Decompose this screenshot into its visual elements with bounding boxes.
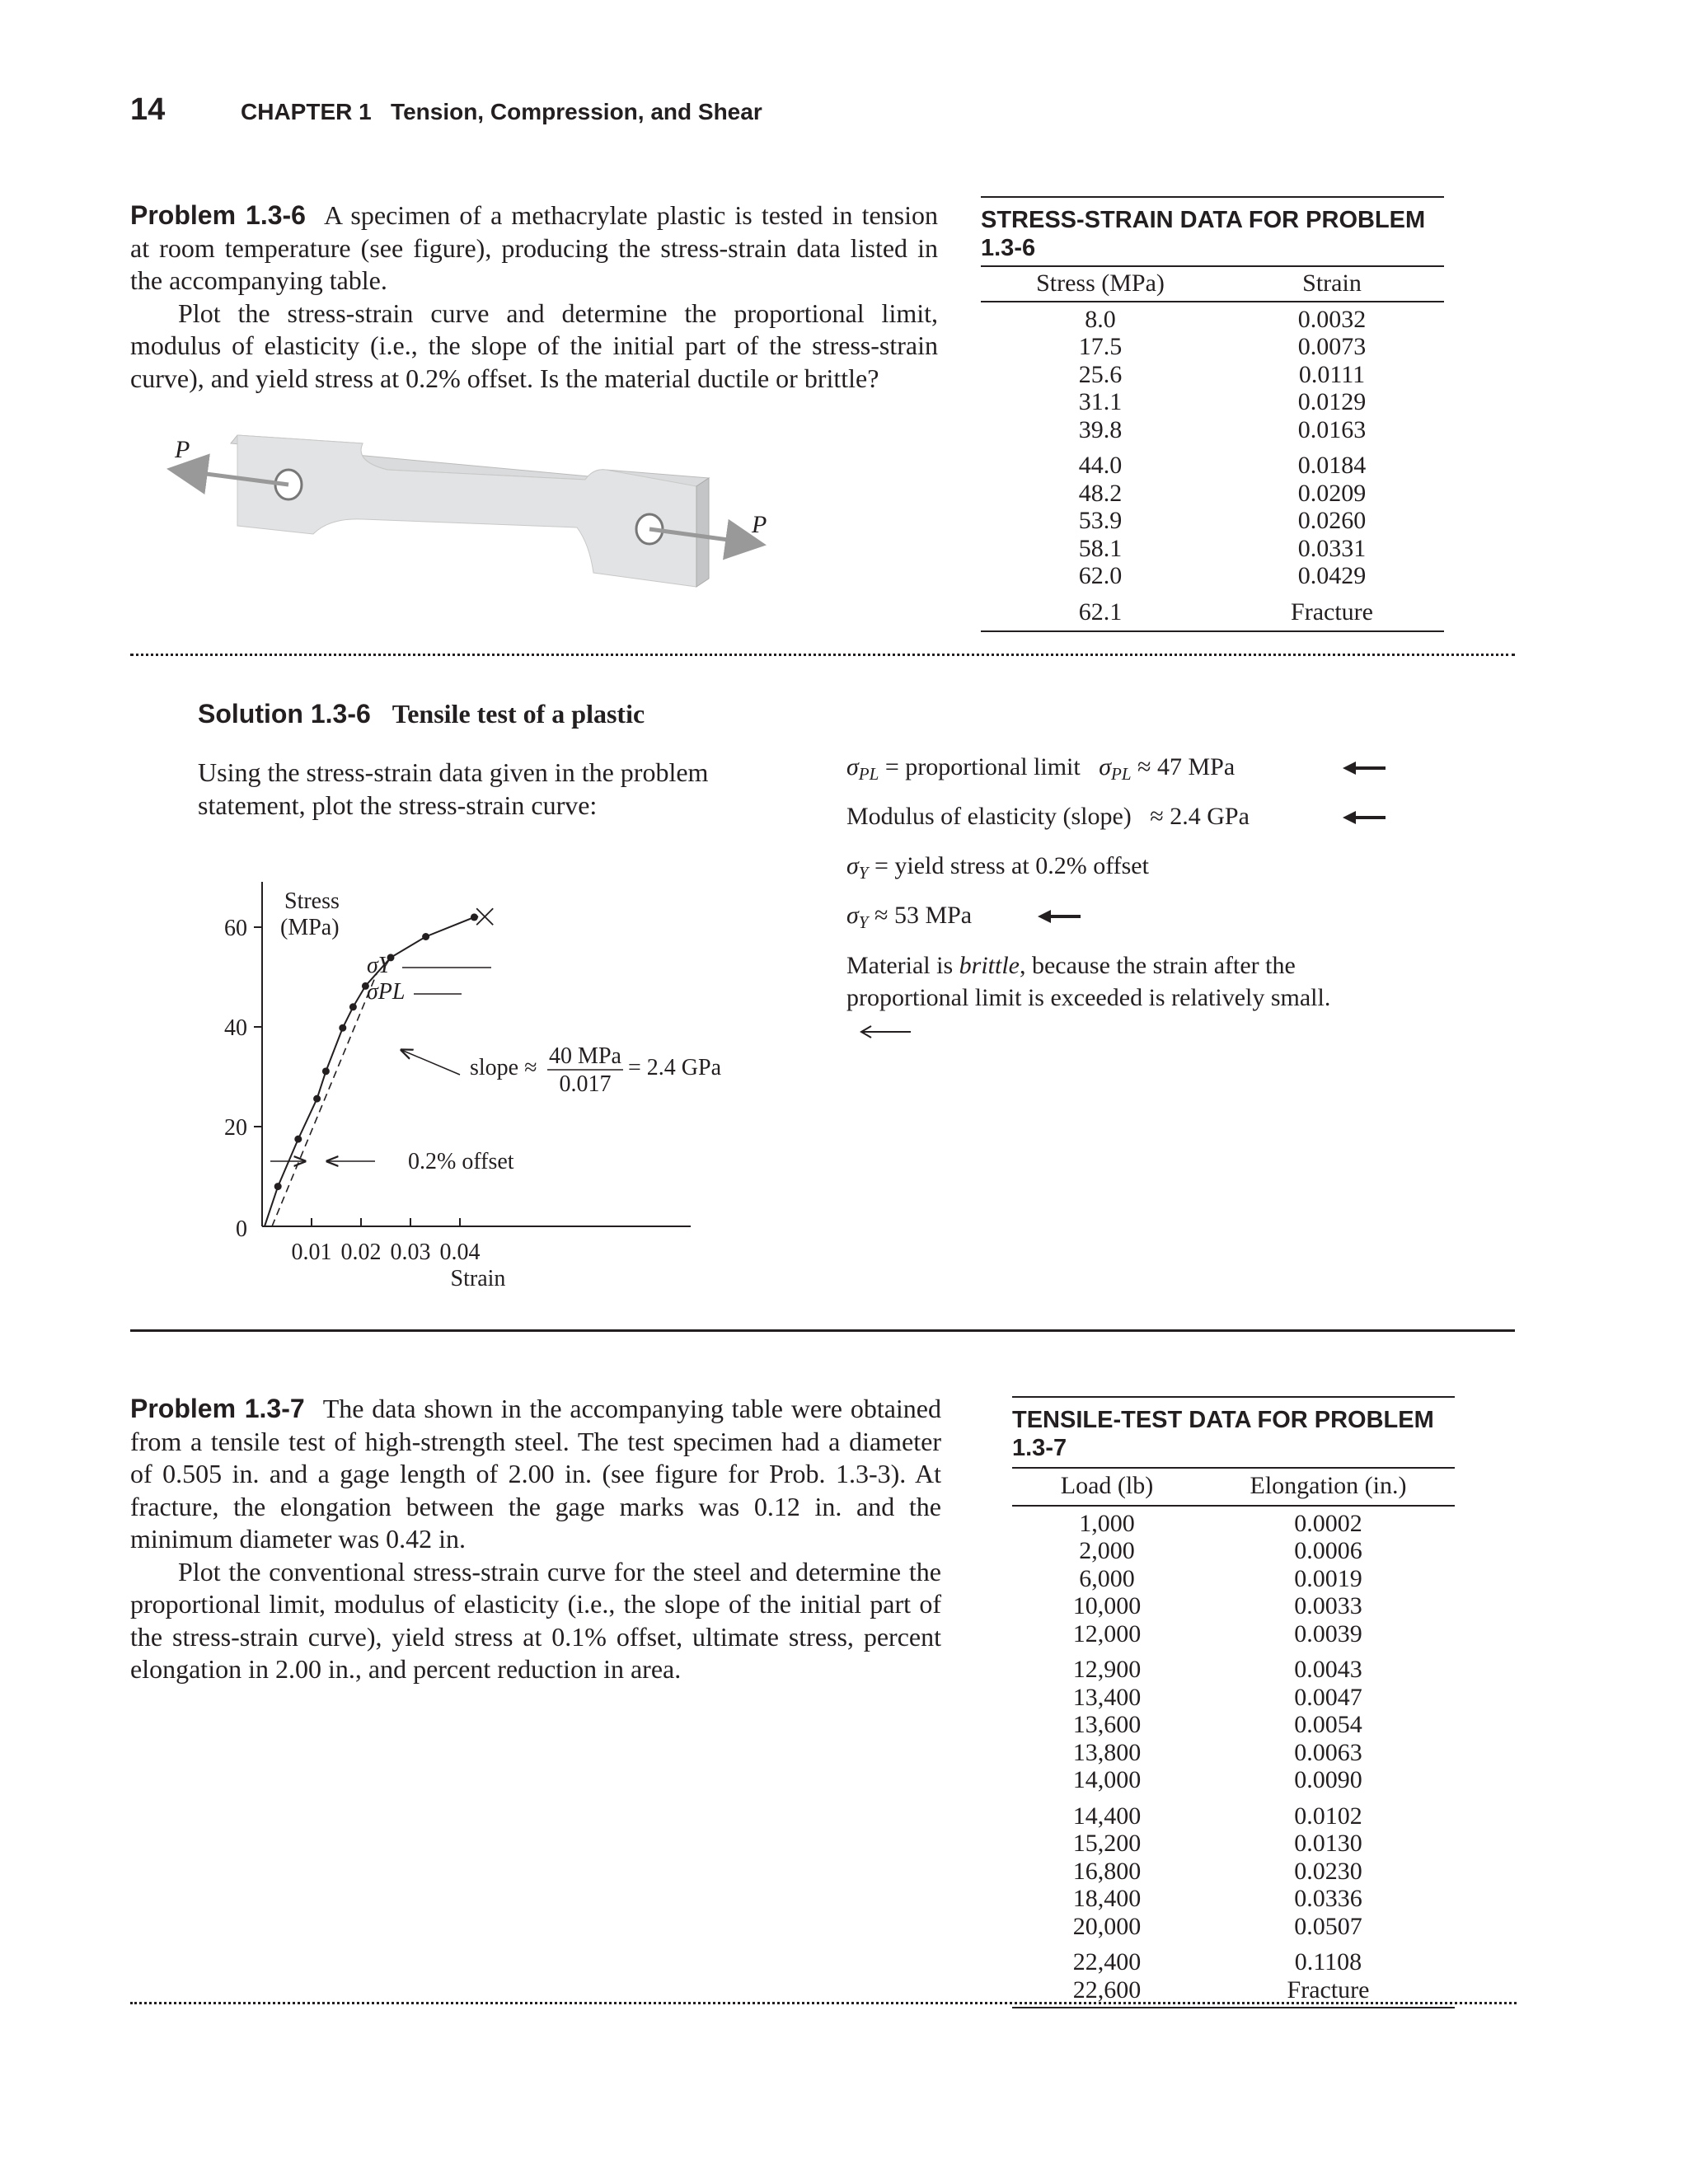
strain-column <box>1220 306 1444 626</box>
modulus-line <box>846 801 1473 851</box>
cell: 0.0039 <box>1294 1619 1362 1647</box>
cell: 17.5 <box>1078 333 1123 360</box>
proportional-limit-line: $\sigma_{PL}$ = proportional limit $\sigma_{PL} \approx 47$ MPa <box>846 752 1473 801</box>
cell: 14,400 <box>1072 1802 1142 1830</box>
cell: 13,600 <box>1072 1711 1142 1738</box>
cell: 58.1 <box>1078 534 1123 562</box>
cell: 0.0129 <box>1297 388 1367 415</box>
cell: Fracture <box>1287 1975 1370 2004</box>
cell: 62.0 <box>1078 562 1123 589</box>
solution-heading <box>198 699 645 729</box>
table-1-3-6 <box>981 196 1444 632</box>
yield-definition-line: $\sigma_Y$ = yield stress at 0.2% offset <box>846 852 1149 883</box>
cell: 12,900 <box>1072 1656 1142 1683</box>
cell: 0.0429 <box>1297 562 1367 589</box>
cell: 0.0507 <box>1294 1912 1362 1940</box>
slope-text: slope ≈ <box>470 1055 537 1080</box>
cell: 12,000 <box>1072 1619 1142 1647</box>
slope-denominator: 0.017 <box>559 1071 612 1097</box>
slope-leader <box>401 1050 460 1075</box>
problem-para-2: Plot the conventional stress-strain curve for the steel and determine the proportional limit, modulus of elasticity (i.e., the slope of the initial part of the stress-strain curve), yield stress at 0.1% offset, ultimate stress, percent elongation in 2.00 in., and percent reduction in area. <box>130 1556 941 1684</box>
cell: 0.1108 <box>1294 1948 1362 1975</box>
cell: 0.0111 <box>1298 360 1366 388</box>
cell: Fracture <box>1291 598 1373 626</box>
cell: 0.0184 <box>1297 452 1367 479</box>
brittle-post: , because the strain after the proportional limit is exceeded is relatively small. <box>846 952 1331 1011</box>
cell: 22,400 <box>1072 1948 1142 1975</box>
table-body <box>1012 1507 1455 2008</box>
modulus-text: Modulus of elasticity (slope) <box>846 803 1132 830</box>
data-point <box>313 1095 321 1103</box>
cell: 39.8 <box>1078 415 1123 443</box>
y-axis-label-line2: (MPa) <box>280 915 340 940</box>
col-header-strain: Strain <box>1302 269 1362 297</box>
load-label-left: P <box>175 436 190 463</box>
cell: 0.0043 <box>1294 1656 1362 1683</box>
cell: 20,000 <box>1072 1912 1142 1940</box>
x-tick-label: 0.02 <box>340 1240 382 1265</box>
section-divider-dotted <box>130 654 1515 656</box>
cell: 25.6 <box>1078 360 1123 388</box>
cell: 0.0063 <box>1294 1738 1362 1766</box>
brittle-pre: Material is <box>846 952 959 979</box>
stress-column <box>981 306 1220 626</box>
page-number: 14 <box>130 92 166 127</box>
answer-arrow-icon <box>1341 809 1387 826</box>
offset-line <box>272 972 377 1226</box>
data-point <box>422 933 429 940</box>
brittle-statement <box>846 949 1374 1046</box>
problem-para-1: The data shown in the accompanying table were obtained from a tensile test of high-strength steel. The test specimen had a diameter of 0.505 in. and a gage length of 2.00 in. (see figure for Prob. 1.3-3). At fracture, the elongation between the gage marks was 0.12 in. and the minimum diameter was 0.42 in. <box>130 1394 942 1554</box>
cell: 0.0047 <box>1294 1683 1362 1711</box>
problem-1-3-6-text <box>130 199 938 395</box>
slope-result: = 2.4 GPa <box>628 1055 722 1080</box>
data-point <box>349 1003 357 1010</box>
section-divider-solid <box>130 1329 1515 1332</box>
slope-numerator: 40 MPa <box>549 1043 621 1069</box>
cell: 0.0073 <box>1297 333 1367 360</box>
solution-title: Tensile test of a plastic <box>392 699 645 729</box>
problem-para-1: A specimen of a methacrylate plastic is tested in tension at room temperature (see figure), producing the stress-strain data listed in the accompanying table. <box>130 200 939 295</box>
problem-1-3-7-text <box>130 1393 941 1686</box>
cell: 2,000 <box>1079 1537 1135 1564</box>
load-column <box>1012 1510 1202 2004</box>
cell: 31.1 <box>1078 388 1123 415</box>
cell: 13,800 <box>1072 1738 1142 1766</box>
pl-value: ≈ 47 MPa <box>1137 753 1236 780</box>
cell: 48.2 <box>1078 479 1123 507</box>
stress-strain-chart <box>198 874 791 1302</box>
cell: 18,400 <box>1072 1885 1142 1912</box>
cell: 0.0260 <box>1297 507 1367 534</box>
cell: 14,000 <box>1072 1766 1142 1793</box>
sigma-y-label: σY <box>367 953 392 978</box>
cell: 0.0006 <box>1294 1537 1362 1564</box>
col-header-stress: Stress (MPa) <box>1036 269 1165 297</box>
fracture-x-mark <box>476 908 493 925</box>
yield-value-line: $\sigma_Y \approx 53$ MPa <box>846 900 1473 949</box>
section-divider-dotted-bottom <box>130 2002 1517 2004</box>
modulus-value: ≈ 2.4 GPa <box>1150 803 1250 830</box>
chapter-title: Tension, Compression, and Shear <box>391 99 762 124</box>
load-label-right: P <box>752 511 767 538</box>
cell: 10,000 <box>1072 1592 1142 1619</box>
cell: 0.0090 <box>1294 1766 1362 1793</box>
problem-label: Problem 1.3-6 <box>130 200 306 230</box>
data-point <box>322 1067 330 1075</box>
cell: 15,200 <box>1072 1830 1142 1857</box>
offset-label: 0.2% offset <box>408 1149 514 1174</box>
cell: 0.0002 <box>1294 1509 1362 1537</box>
cell: 8.0 <box>1085 305 1116 333</box>
table-header-row <box>1012 1469 1455 1505</box>
solution-label: Solution 1.3-6 <box>198 699 371 729</box>
solution-intro: Using the stress-strain data given in the problem statement, plot the stress-strain curve: <box>198 757 709 820</box>
x-tick-label: 0.03 <box>390 1240 431 1265</box>
answer-arrow-icon <box>1036 908 1082 925</box>
yield-definition: = yield stress at 0.2% offset <box>874 852 1149 879</box>
pl-definition: = proportional limit <box>884 753 1081 780</box>
data-point <box>274 1183 282 1190</box>
x-tick-label: 0.04 <box>439 1240 481 1265</box>
table-1-3-7 <box>1012 1396 1455 2008</box>
col-header-load: Load (lb) <box>1060 1472 1154 1499</box>
cell: 0.0230 <box>1294 1857 1362 1885</box>
cell: 0.0102 <box>1294 1802 1362 1830</box>
table-title: TENSILE-TEST DATA FOR PROBLEM 1.3-7 <box>1012 1407 1434 1461</box>
yield-value: ≈ 53 MPa <box>874 902 973 929</box>
cell: 0.0336 <box>1294 1885 1362 1912</box>
table-body <box>981 302 1444 631</box>
cell: 22,600 <box>1072 1975 1142 2004</box>
table-header-row <box>981 267 1444 301</box>
cell: 0.0033 <box>1294 1592 1362 1619</box>
cell: 16,800 <box>1072 1857 1142 1885</box>
col-header-elongation: Elongation (in.) <box>1250 1472 1407 1499</box>
data-point <box>339 1024 346 1032</box>
data-point <box>294 1136 302 1143</box>
y-tick-label: 40 <box>224 1015 247 1041</box>
cell: 0.0331 <box>1297 534 1367 562</box>
y-axis-label-line1: Stress <box>284 888 340 914</box>
y-tick-label: 60 <box>224 916 247 941</box>
cell: 0.0163 <box>1297 415 1367 443</box>
answer-arrow-icon <box>1341 760 1387 776</box>
sigma-pl-label: σPL <box>367 979 406 1005</box>
cell: 44.0 <box>1078 452 1123 479</box>
cell: 1,000 <box>1079 1509 1135 1537</box>
y-tick-label: 20 <box>224 1115 247 1141</box>
cell: 13,400 <box>1072 1683 1142 1711</box>
x-axis-label: Strain <box>450 1266 506 1291</box>
cell: 0.0032 <box>1297 305 1367 333</box>
answer-arrow-icon <box>858 1024 912 1039</box>
specimen-figure <box>165 429 783 593</box>
problem-label: Problem 1.3-7 <box>130 1394 305 1423</box>
cell: 0.0130 <box>1294 1830 1362 1857</box>
cell: 6,000 <box>1079 1564 1135 1592</box>
cell: 53.9 <box>1078 507 1123 534</box>
data-point <box>471 913 478 921</box>
table-title: STRESS-STRAIN DATA FOR PROBLEM 1.3-6 <box>981 207 1426 261</box>
cell: 62.1 <box>1078 598 1123 626</box>
x-tick-label: 0.01 <box>291 1240 332 1265</box>
cell: 0.0209 <box>1297 479 1367 507</box>
solution-results <box>846 752 1473 1046</box>
chapter-label: CHAPTER 1 <box>241 99 372 124</box>
cell: 0.0019 <box>1294 1564 1362 1592</box>
running-header <box>241 99 762 125</box>
brittle-word: brittle <box>959 952 1020 979</box>
problem-para-2: Plot the stress-strain curve and determine the proportional limit, modulus of elasticity (i.e., the slope of the initial part of the stress-strain curve), and yield stress at 0.2% offset. Is the material ductile or brittle? <box>130 298 938 393</box>
cell: 0.0054 <box>1294 1711 1362 1738</box>
y-tick-label: 0 <box>236 1216 247 1242</box>
elongation-column <box>1202 1510 1455 2004</box>
